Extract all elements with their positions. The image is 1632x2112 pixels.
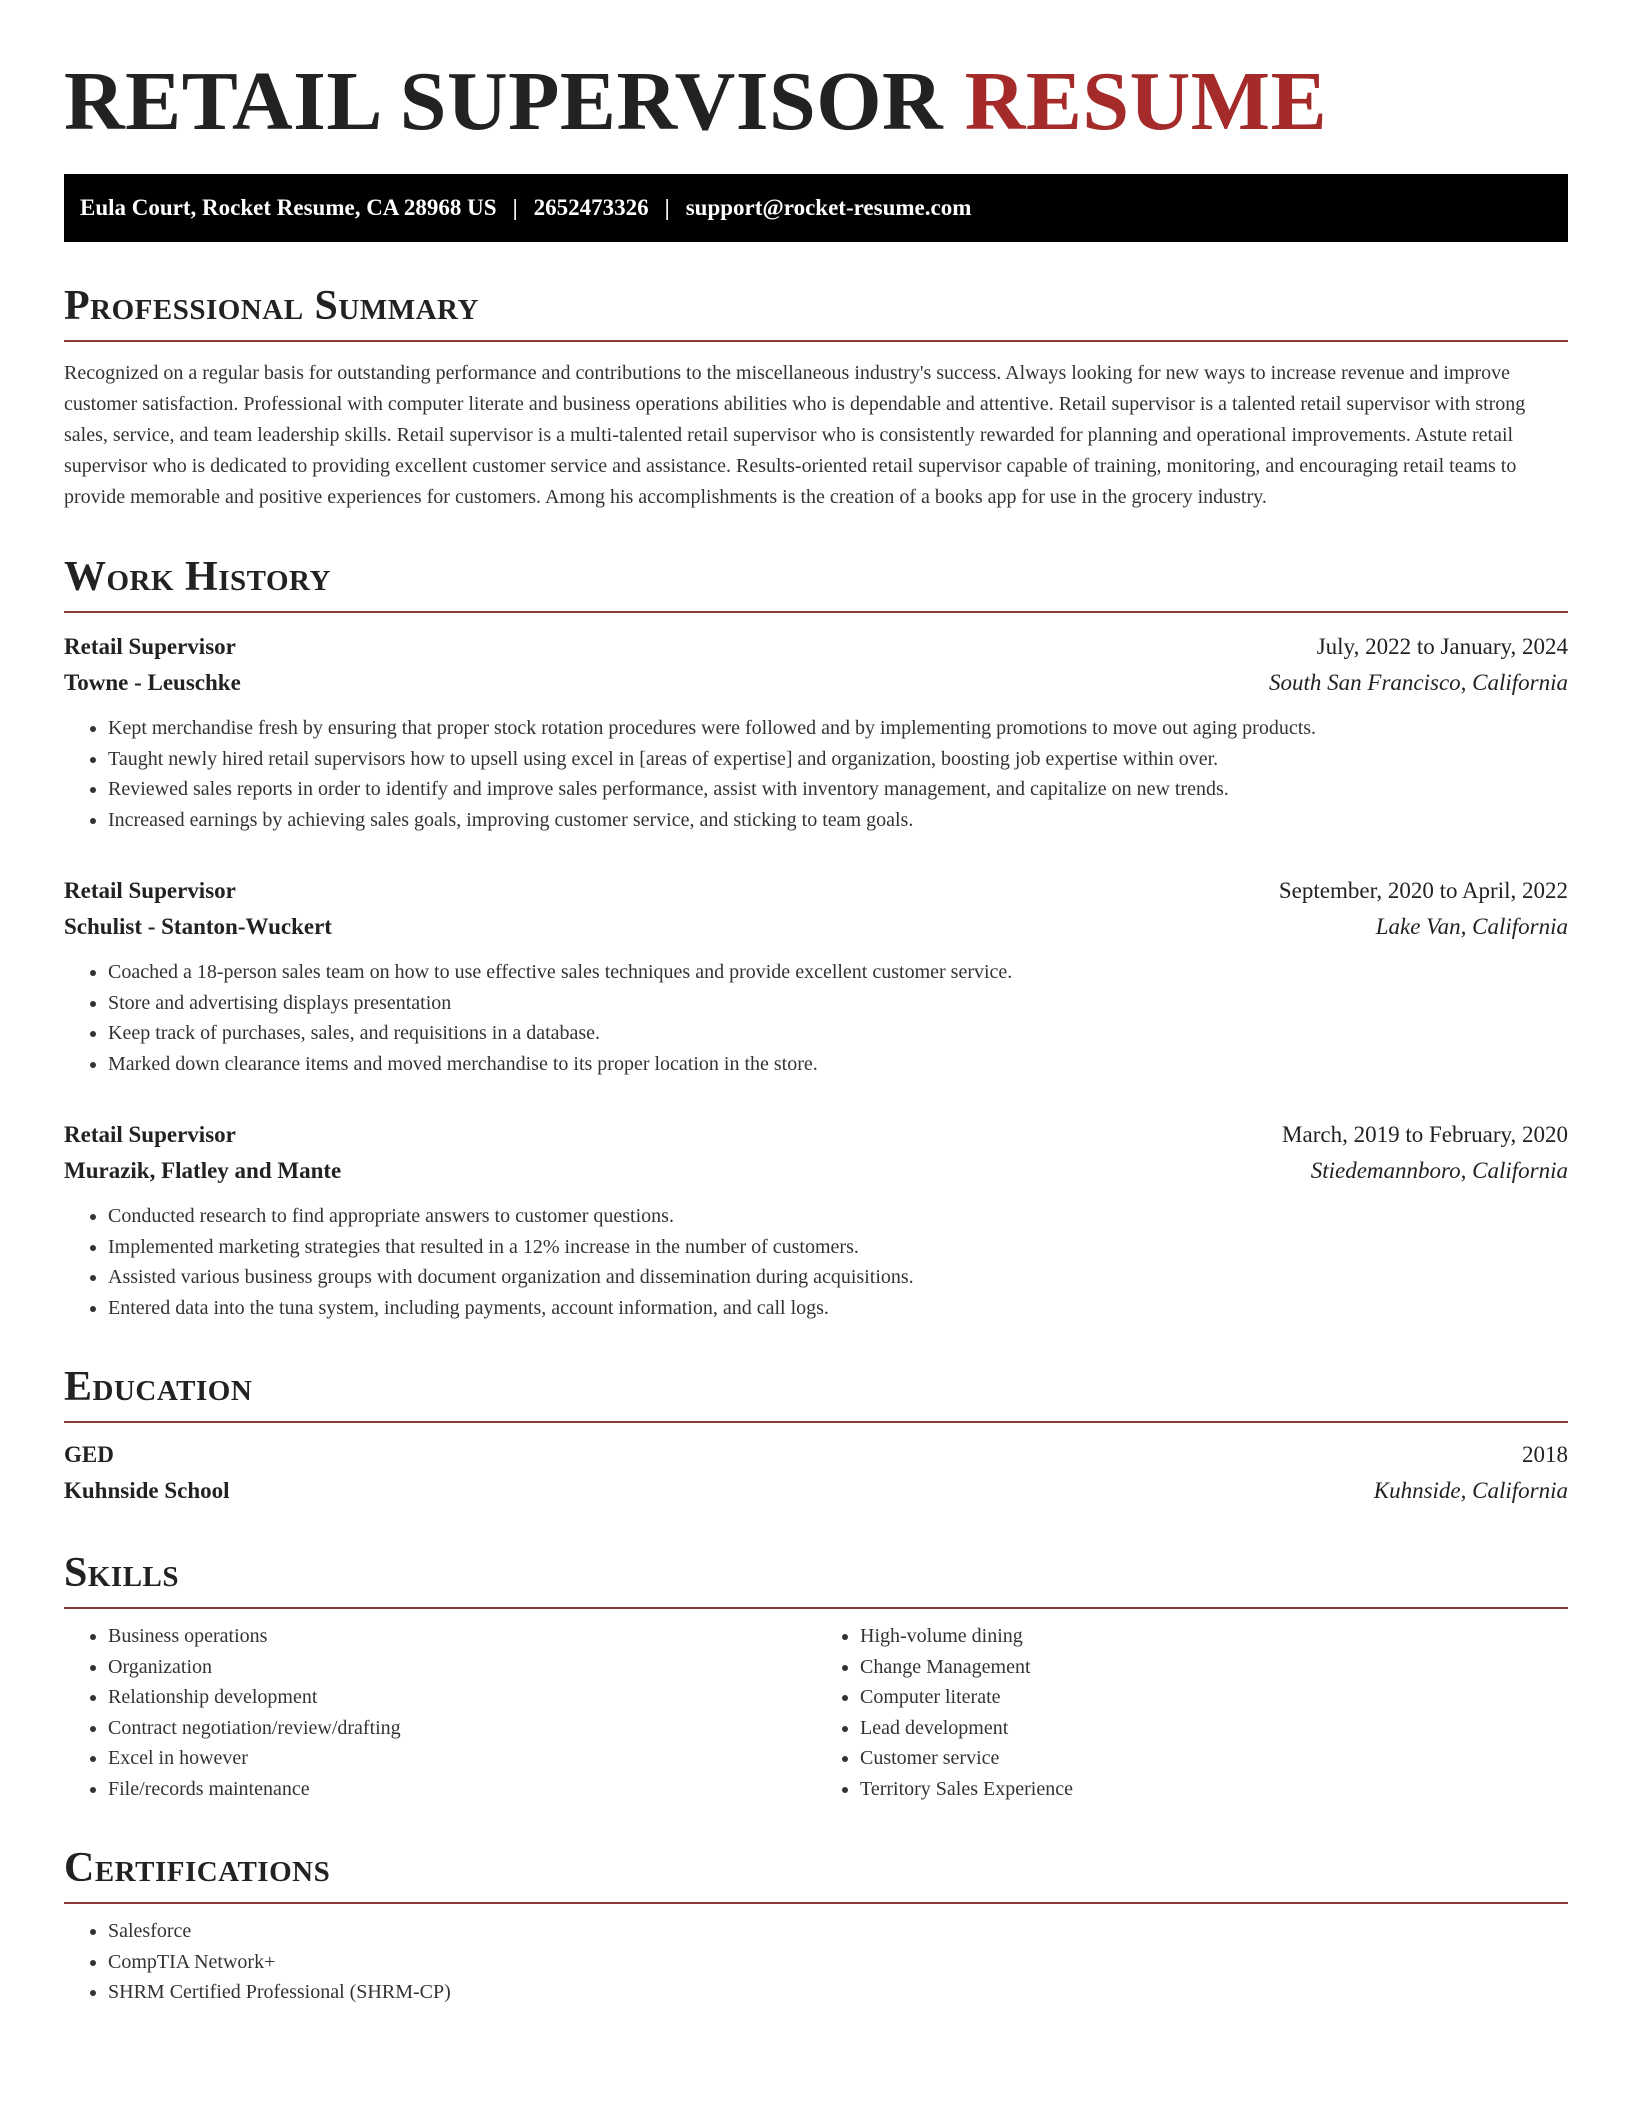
job-bullet: • Implemented marketing strategies that resulted in a 12% increase in the number of customers. bbox=[108, 1232, 1568, 1263]
education-school: Kuhnside School bbox=[64, 1478, 230, 1503]
skills-section bbox=[64, 1549, 1568, 1804]
education-degree: GED bbox=[64, 1442, 114, 1467]
title-main: RETAIL SUPERVISOR bbox=[64, 55, 944, 148]
skills-column-right bbox=[816, 1621, 1568, 1804]
job-dates: September, 2020 to April, 2022 bbox=[1278, 878, 1568, 903]
job-entry bbox=[64, 629, 1568, 835]
job-bullet: • Store and advertising displays presentation bbox=[108, 988, 1568, 1019]
section-heading: Certifications bbox=[64, 1844, 1568, 1904]
job-bullet: • Increased earnings by achieving sales goals, improving customer service, and sticking to team goals. bbox=[108, 805, 1568, 836]
summary-text: Recognized on a regular basis for outstanding performance and contributions to the miscellaneous industry's success. Always looking for new ways to increase revenue and improve customer satisfaction. Professional with computer literate and business operations abilities who is dependable and attentive. Retail supervisor is a talented retail supervisor with strong sales, service, and team leadership skills. Retail supervisor is a multi-talented retail supervisor who is consistently rewarded for planning and operational improvements. Astute retail supervisor who is dedicated to providing excellent customer service and assistance. Results-oriented retail supervisor capable of training, monitoring, and encouraging retail teams to provide memorable and positive experiences for customers. Among his accomplishments is the creation of a books app for use in the grocery industry. bbox=[64, 362, 1526, 508]
certification-item: • Salesforce bbox=[108, 1916, 1568, 1947]
section-heading: Skills bbox=[64, 1549, 1568, 1609]
skills-column-left bbox=[64, 1621, 816, 1804]
job-bullet: • Assisted various business groups with document organization and dissemination during acquisitions. bbox=[108, 1262, 1568, 1293]
job-bullets bbox=[64, 1201, 1568, 1323]
contact-phone[interactable]: 2652473326 bbox=[533, 195, 649, 220]
skill-item: • High-volume dining bbox=[860, 1621, 1568, 1652]
skill-item: • File/records maintenance bbox=[108, 1774, 816, 1805]
job-bullet: • Taught newly hired retail supervisors how to upsell using excel in [areas of expertise] and organization, boosting job expertise within over. bbox=[108, 744, 1568, 775]
job-bullets bbox=[64, 957, 1568, 1079]
contact-email[interactable]: support@rocket-resume.com bbox=[685, 195, 972, 220]
work-history-section bbox=[64, 553, 1568, 1323]
contact-separator: | bbox=[664, 195, 670, 220]
job-bullet: • Conducted research to find appropriate answers to customer questions. bbox=[108, 1201, 1568, 1232]
education-entry bbox=[64, 1437, 1568, 1509]
skill-item: • Lead development bbox=[860, 1713, 1568, 1744]
education-location: Kuhnside, California bbox=[1373, 1478, 1568, 1503]
skill-item: • Relationship development bbox=[108, 1682, 816, 1713]
job-entry bbox=[64, 1117, 1568, 1323]
skill-item: • Customer service bbox=[860, 1743, 1568, 1774]
job-company: Towne - Leuschke bbox=[64, 670, 241, 695]
skill-item: • Computer literate bbox=[860, 1682, 1568, 1713]
certifications-section bbox=[64, 1844, 1568, 2008]
job-bullets bbox=[64, 713, 1568, 835]
skill-item: • Contract negotiation/review/drafting bbox=[108, 1713, 816, 1744]
job-entry bbox=[64, 873, 1568, 1079]
job-title: Retail Supervisor bbox=[64, 1122, 236, 1147]
skill-item: • Change Management bbox=[860, 1652, 1568, 1683]
skills-grid bbox=[64, 1621, 1568, 1804]
job-bullet: • Coached a 18-person sales team on how to use effective sales techniques and provide excellent customer service. bbox=[108, 957, 1568, 988]
title-accent: RESUME bbox=[964, 55, 1328, 148]
job-company: Murazik, Flatley and Mante bbox=[64, 1158, 342, 1183]
resume-title bbox=[64, 54, 1568, 150]
section-heading: Professional Summary bbox=[64, 282, 1568, 342]
job-bullet: • Entered data into the tuna system, including payments, account information, and call logs. bbox=[108, 1293, 1568, 1324]
contact-separator: | bbox=[512, 195, 518, 220]
job-bullet: • Reviewed sales reports in order to identify and improve sales performance, assist with inventory management, and capitalize on new trends. bbox=[108, 774, 1568, 805]
job-dates: March, 2019 to February, 2020 bbox=[1282, 1122, 1568, 1147]
contact-address: Eula Court, Rocket Resume, CA 28968 US bbox=[80, 195, 497, 220]
job-title: Retail Supervisor bbox=[64, 634, 236, 659]
skill-item: • Business operations bbox=[108, 1621, 816, 1652]
section-heading: Education bbox=[64, 1363, 1568, 1423]
job-location: Stiedemannboro, California bbox=[1310, 1158, 1568, 1183]
certifications-list bbox=[64, 1916, 1568, 2008]
section-heading: Work History bbox=[64, 553, 1568, 613]
skill-item: • Organization bbox=[108, 1652, 816, 1683]
job-location: Lake Van, California bbox=[1375, 914, 1568, 939]
job-bullet: • Marked down clearance items and moved merchandise to its proper location in the store. bbox=[108, 1049, 1568, 1080]
job-company: Schulist - Stanton-Wuckert bbox=[64, 914, 332, 939]
education-section bbox=[64, 1363, 1568, 1509]
job-bullet: • Keep track of purchases, sales, and requisitions in a database. bbox=[108, 1018, 1568, 1049]
summary-section bbox=[64, 282, 1568, 513]
job-title: Retail Supervisor bbox=[64, 878, 236, 903]
certification-item: • CompTIA Network+ bbox=[108, 1947, 1568, 1978]
education-year: 2018 bbox=[1522, 1442, 1568, 1467]
skill-item: • Excel in however bbox=[108, 1743, 816, 1774]
job-location: South San Francisco, California bbox=[1269, 670, 1568, 695]
skill-item: • Territory Sales Experience bbox=[860, 1774, 1568, 1805]
certification-item: • SHRM Certified Professional (SHRM-CP) bbox=[108, 1977, 1568, 2008]
contact-bar bbox=[64, 174, 1568, 242]
job-dates: July, 2022 to January, 2024 bbox=[1316, 634, 1568, 659]
job-bullet: • Kept merchandise fresh by ensuring that proper stock rotation procedures were followed and by implementing promotions to move out aging products. bbox=[108, 713, 1568, 744]
